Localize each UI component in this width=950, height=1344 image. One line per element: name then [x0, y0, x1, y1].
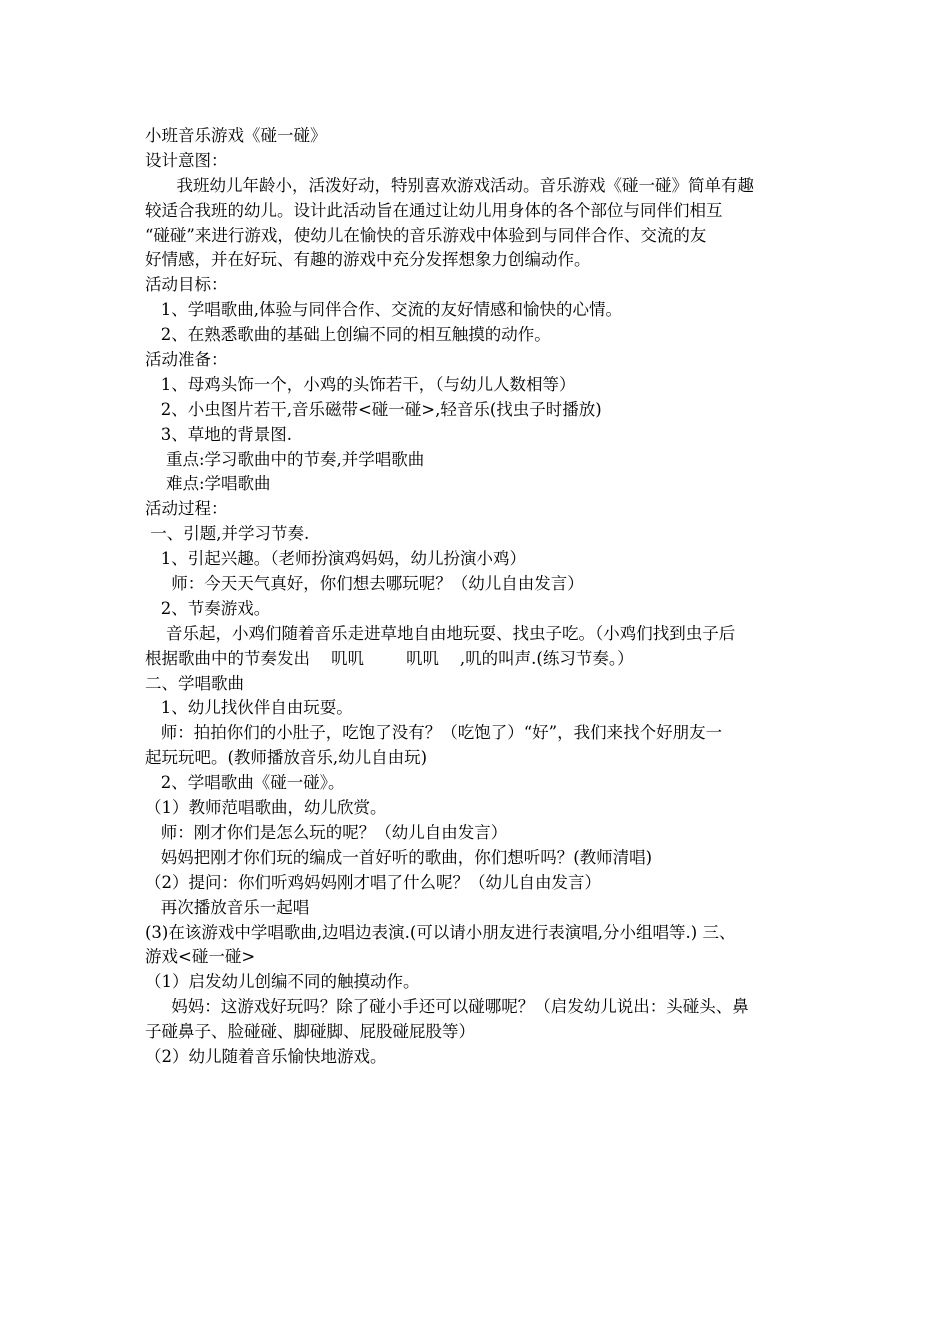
text-line: 1、学唱歌曲,体验与同伴合作、交流的友好情感和愉快的心情。	[145, 300, 622, 320]
text-line: 1、引起兴趣。（老师扮演鸡妈妈，幼儿扮演小鸡）	[145, 549, 526, 569]
text-line: 重点:学习歌曲中的节奏,并学唱歌曲	[145, 449, 425, 469]
text-line: 好情感，并在好玩、有趣的游戏中充分发挥想象力创编动作。	[145, 250, 591, 270]
text-line: 根据歌曲中的节奏发出 叽叽 叽叽 ,叽的叫声.(练习节奏。）	[145, 648, 634, 668]
text-line: 师：今天天气真好，你们想去哪玩呢？（幼儿自由发言）	[145, 574, 584, 594]
document-body	[145, 124, 817, 1070]
section-heading: 二、学唱歌曲	[145, 673, 244, 693]
text-line: 3、草地的背景图.	[145, 424, 292, 444]
text-line: 我班幼儿年龄小，活泼好动，特别喜欢游戏活动。音乐游戏《碰一碰》简单有趣	[145, 175, 754, 195]
text-line: 师：刚才你们是怎么玩的呢？（幼儿自由发言）	[145, 822, 508, 842]
document-title: 小班音乐游戏《碰一碰》	[145, 126, 327, 145]
text-line: 妈妈：这游戏好玩吗？除了碰小手还可以碰哪呢？（启发幼儿说出：头碰头、鼻	[145, 997, 749, 1017]
text-line: 1、幼儿找伙伴自由玩耍。	[145, 698, 353, 718]
text-line: 难点:学唱歌曲	[145, 474, 271, 494]
text-line: 师：拍拍你们的小肚子，吃饱了没有？（吃饱了）“好”，我们来找个好朋友一	[145, 723, 723, 743]
text-line: 设计意图：	[145, 150, 228, 170]
text-line: 较适合我班的幼儿。设计此活动旨在通过让幼儿用身体的各个部位与同伴们相互	[145, 200, 723, 220]
section-heading: 活动过程：	[145, 499, 228, 519]
text-line: （1）启发幼儿创编不同的触摸动作。	[145, 972, 420, 992]
text-line: “碰碰”来进行游戏，使幼儿在愉快的音乐游戏中体验到与同伴合作、交流的友	[145, 225, 707, 245]
text-line: 2、在熟悉歌曲的基础上创编不同的相互触摸的动作。	[145, 325, 551, 345]
text-line: (3)在该游戏中学唱歌曲,边唱边表演.(可以请小朋友进行表演唱,分小组唱等.) 三、	[145, 922, 736, 942]
text-line: （2）提问：你们听鸡妈妈刚才唱了什么呢？（幼儿自由发言）	[145, 872, 601, 892]
text-line: 音乐起，小鸡们随着音乐走进草地自由地玩耍、找虫子吃。（小鸡们找到虫子后	[145, 623, 736, 643]
text-line: 2、小虫图片若干,音乐磁带<碰一碰>,轻音乐(找虫子时播放)	[145, 399, 602, 419]
text-line: （1）教师范唱歌曲，幼儿欣赏。	[145, 798, 387, 818]
text-line: 2、学唱歌曲《碰一碰》。	[145, 773, 345, 793]
section-heading: 活动目标：	[145, 275, 228, 295]
section-heading: 活动准备：	[145, 350, 228, 370]
text-line: （2）幼儿随着音乐愉快地游戏。	[145, 1046, 387, 1066]
text-line: 2、节奏游戏。	[145, 598, 271, 618]
text-line: 再次播放音乐一起唱	[145, 897, 310, 917]
text-line: 妈妈把刚才你们玩的编成一首好听的歌曲，你们想听吗？(教师清唱)	[145, 847, 653, 867]
text-line: 1、母鸡头饰一个，小鸡的头饰若干，（与幼儿人数相等）	[145, 374, 576, 394]
text-line: 一、引题,并学习节奏.	[145, 524, 310, 544]
text-line: 起玩玩吧。(教师播放音乐,幼儿自由玩)	[145, 748, 428, 768]
text-line: 子碰鼻子、脸碰碰、脚碰脚、屁股碰屁股等）	[145, 1022, 475, 1042]
text-line: 游戏<碰一碰>	[145, 947, 256, 967]
